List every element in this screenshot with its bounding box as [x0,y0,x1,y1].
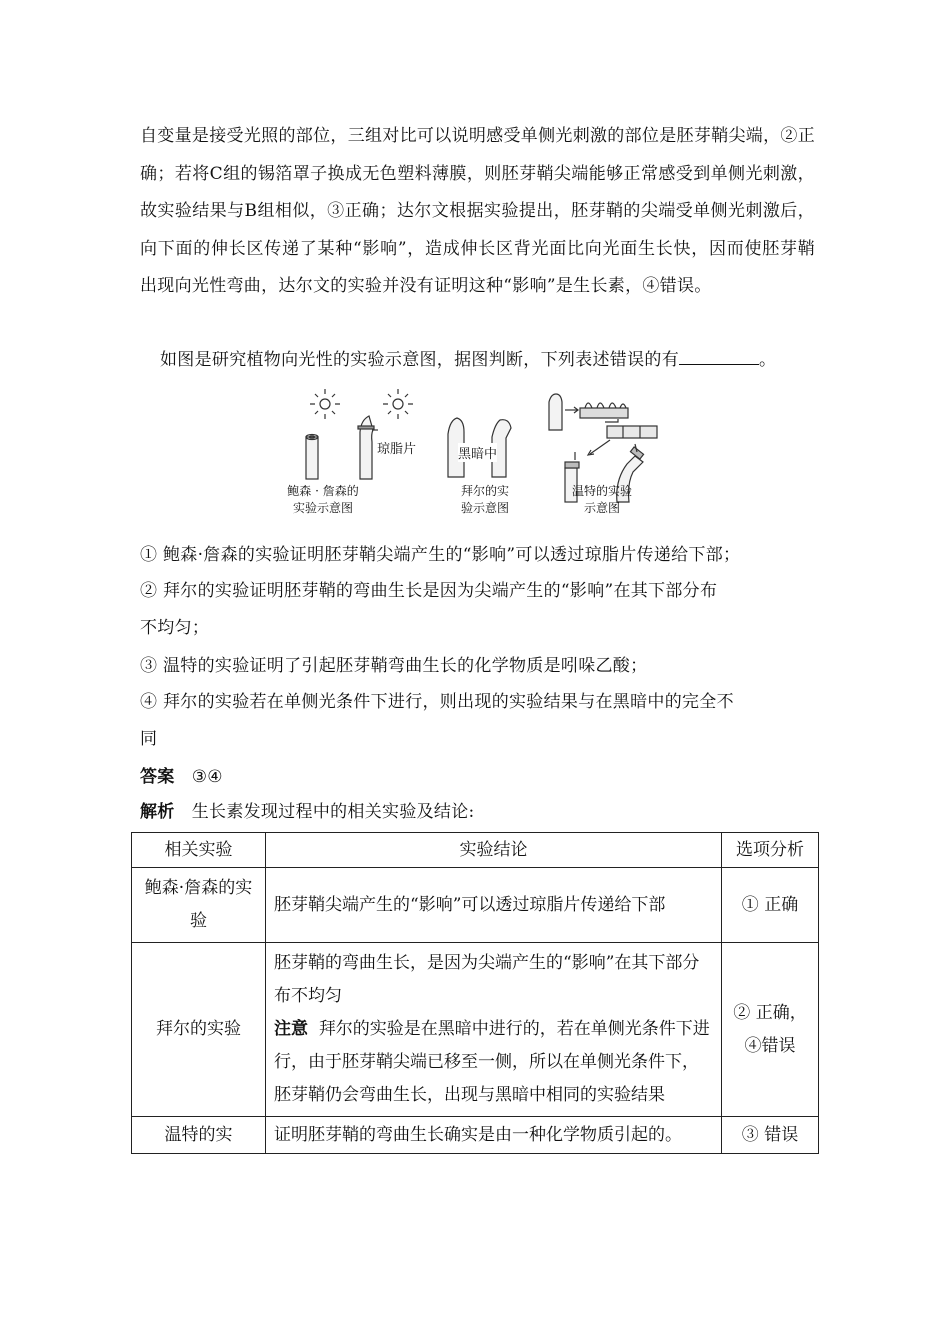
answer-value: ③④ [191,767,223,787]
note-text: 拜尔的实验是在黑暗中进行的，若在单侧光条件下进行，由于胚芽鞘尖端已移至一侧，所以在单侧光条件下，胚芽鞘仍会弯曲生长，出现与黑暗中相同的实验结果 [274,1019,710,1105]
analysis-text: 生长素发现过程中的相关实验及结论: [191,802,475,822]
option-4-line2: 同 [140,729,158,749]
row3-experiment: 温特的实 [132,1117,266,1154]
header-analysis: 选项分析 [722,833,819,868]
table-header-row [132,833,819,868]
option-4-line1: ④ 拜尔的实验若在单侧光条件下进行，则出现的实验结果与在黑暗中的完全不 [140,692,734,712]
row3-conclusion: 证明胚芽鞘的弯曲生长确实是由一种化学物质引起的。 [266,1117,722,1154]
question-line [160,345,776,375]
header-experiment: 相关实验 [132,833,266,868]
row1-analysis: ① 正确 [722,868,819,943]
note-label: 注意 [274,1019,308,1039]
table-row [132,868,819,943]
option-1: ① 鲍森·詹森的实验证明胚芽鞘尖端产生的“影响”可以透过琼脂片传递给下部； [140,545,741,565]
analysis-line [140,797,475,827]
row3-analysis: ③ 错误 [722,1117,819,1154]
row2-conclusion [266,943,722,1117]
sun-icon [383,389,413,419]
table-row [132,943,819,1117]
answer-blank [679,347,759,365]
caption-paal: 拜尔的实 验示意图 [460,484,509,515]
row1-conclusion: 胚芽鞘尖端产生的“影响”可以透过琼脂片传递给下部 [266,868,722,943]
question-end: 。 [759,350,777,370]
caption-boysen-jensen: 鲍森 · 詹森的 实验示意图 [287,484,359,515]
option-3: ③ 温特的实验证明了引起胚芽鞘弯曲生长的化学物质是吲哚乙酸； [140,656,648,676]
table-row [132,1117,819,1154]
answer-label: 答案 [140,767,175,787]
option-2-line1: ② 拜尔的实验证明胚芽鞘的弯曲生长是因为尖端产生的“影响”在其下部分布 [140,581,718,601]
analysis-label: 解析 [140,802,175,822]
agar-label: 琼脂片 [377,438,416,457]
row2-note [274,1013,713,1112]
row1-experiment: 鲍森·詹森的实验 [132,868,266,943]
intro-paragraph: 自变量是接受光照的部位，三组对比可以说明感受单侧光刺激的部位是胚芽鞘尖端，②正确；若将C组的锡箔罩子换成无色塑料薄膜，则胚芽鞘尖端能够正常感受到单侧光刺激，故实验结果与B组相似，③正确；达尔文根据实验提出，胚芽鞘的尖端受单侧光刺激后，向下面的伸长区传递了某种“影响”，造成伸长区背光面比向光面生长快，因而使胚芽鞘出现向光性弯曲，达尔文的实验并没有证明这种“影响”是生长素，④错误。 [140,126,815,296]
dark-label: 黑暗中 [458,443,497,462]
conclusion-table [131,832,819,1154]
caption-went: 温特的实验 示意图 [571,484,632,515]
row2-conclusion-text: 胚芽鞘的弯曲生长，是因为尖端产生的“影响”在其下部分布不均匀 [274,953,700,1006]
option-2-line2: 不均匀； [140,618,210,638]
header-conclusion: 实验结论 [266,833,722,868]
sun-icon [310,389,340,419]
row2-analysis: ② 正确，④错误 [722,943,819,1117]
answer-line [140,762,223,792]
row2-experiment: 拜尔的实验 [132,943,266,1117]
question-text: 如图是研究植物向光性的实验示意图，据图判断，下列表述错误的有 [160,350,679,370]
phototropism-figure [285,382,665,524]
